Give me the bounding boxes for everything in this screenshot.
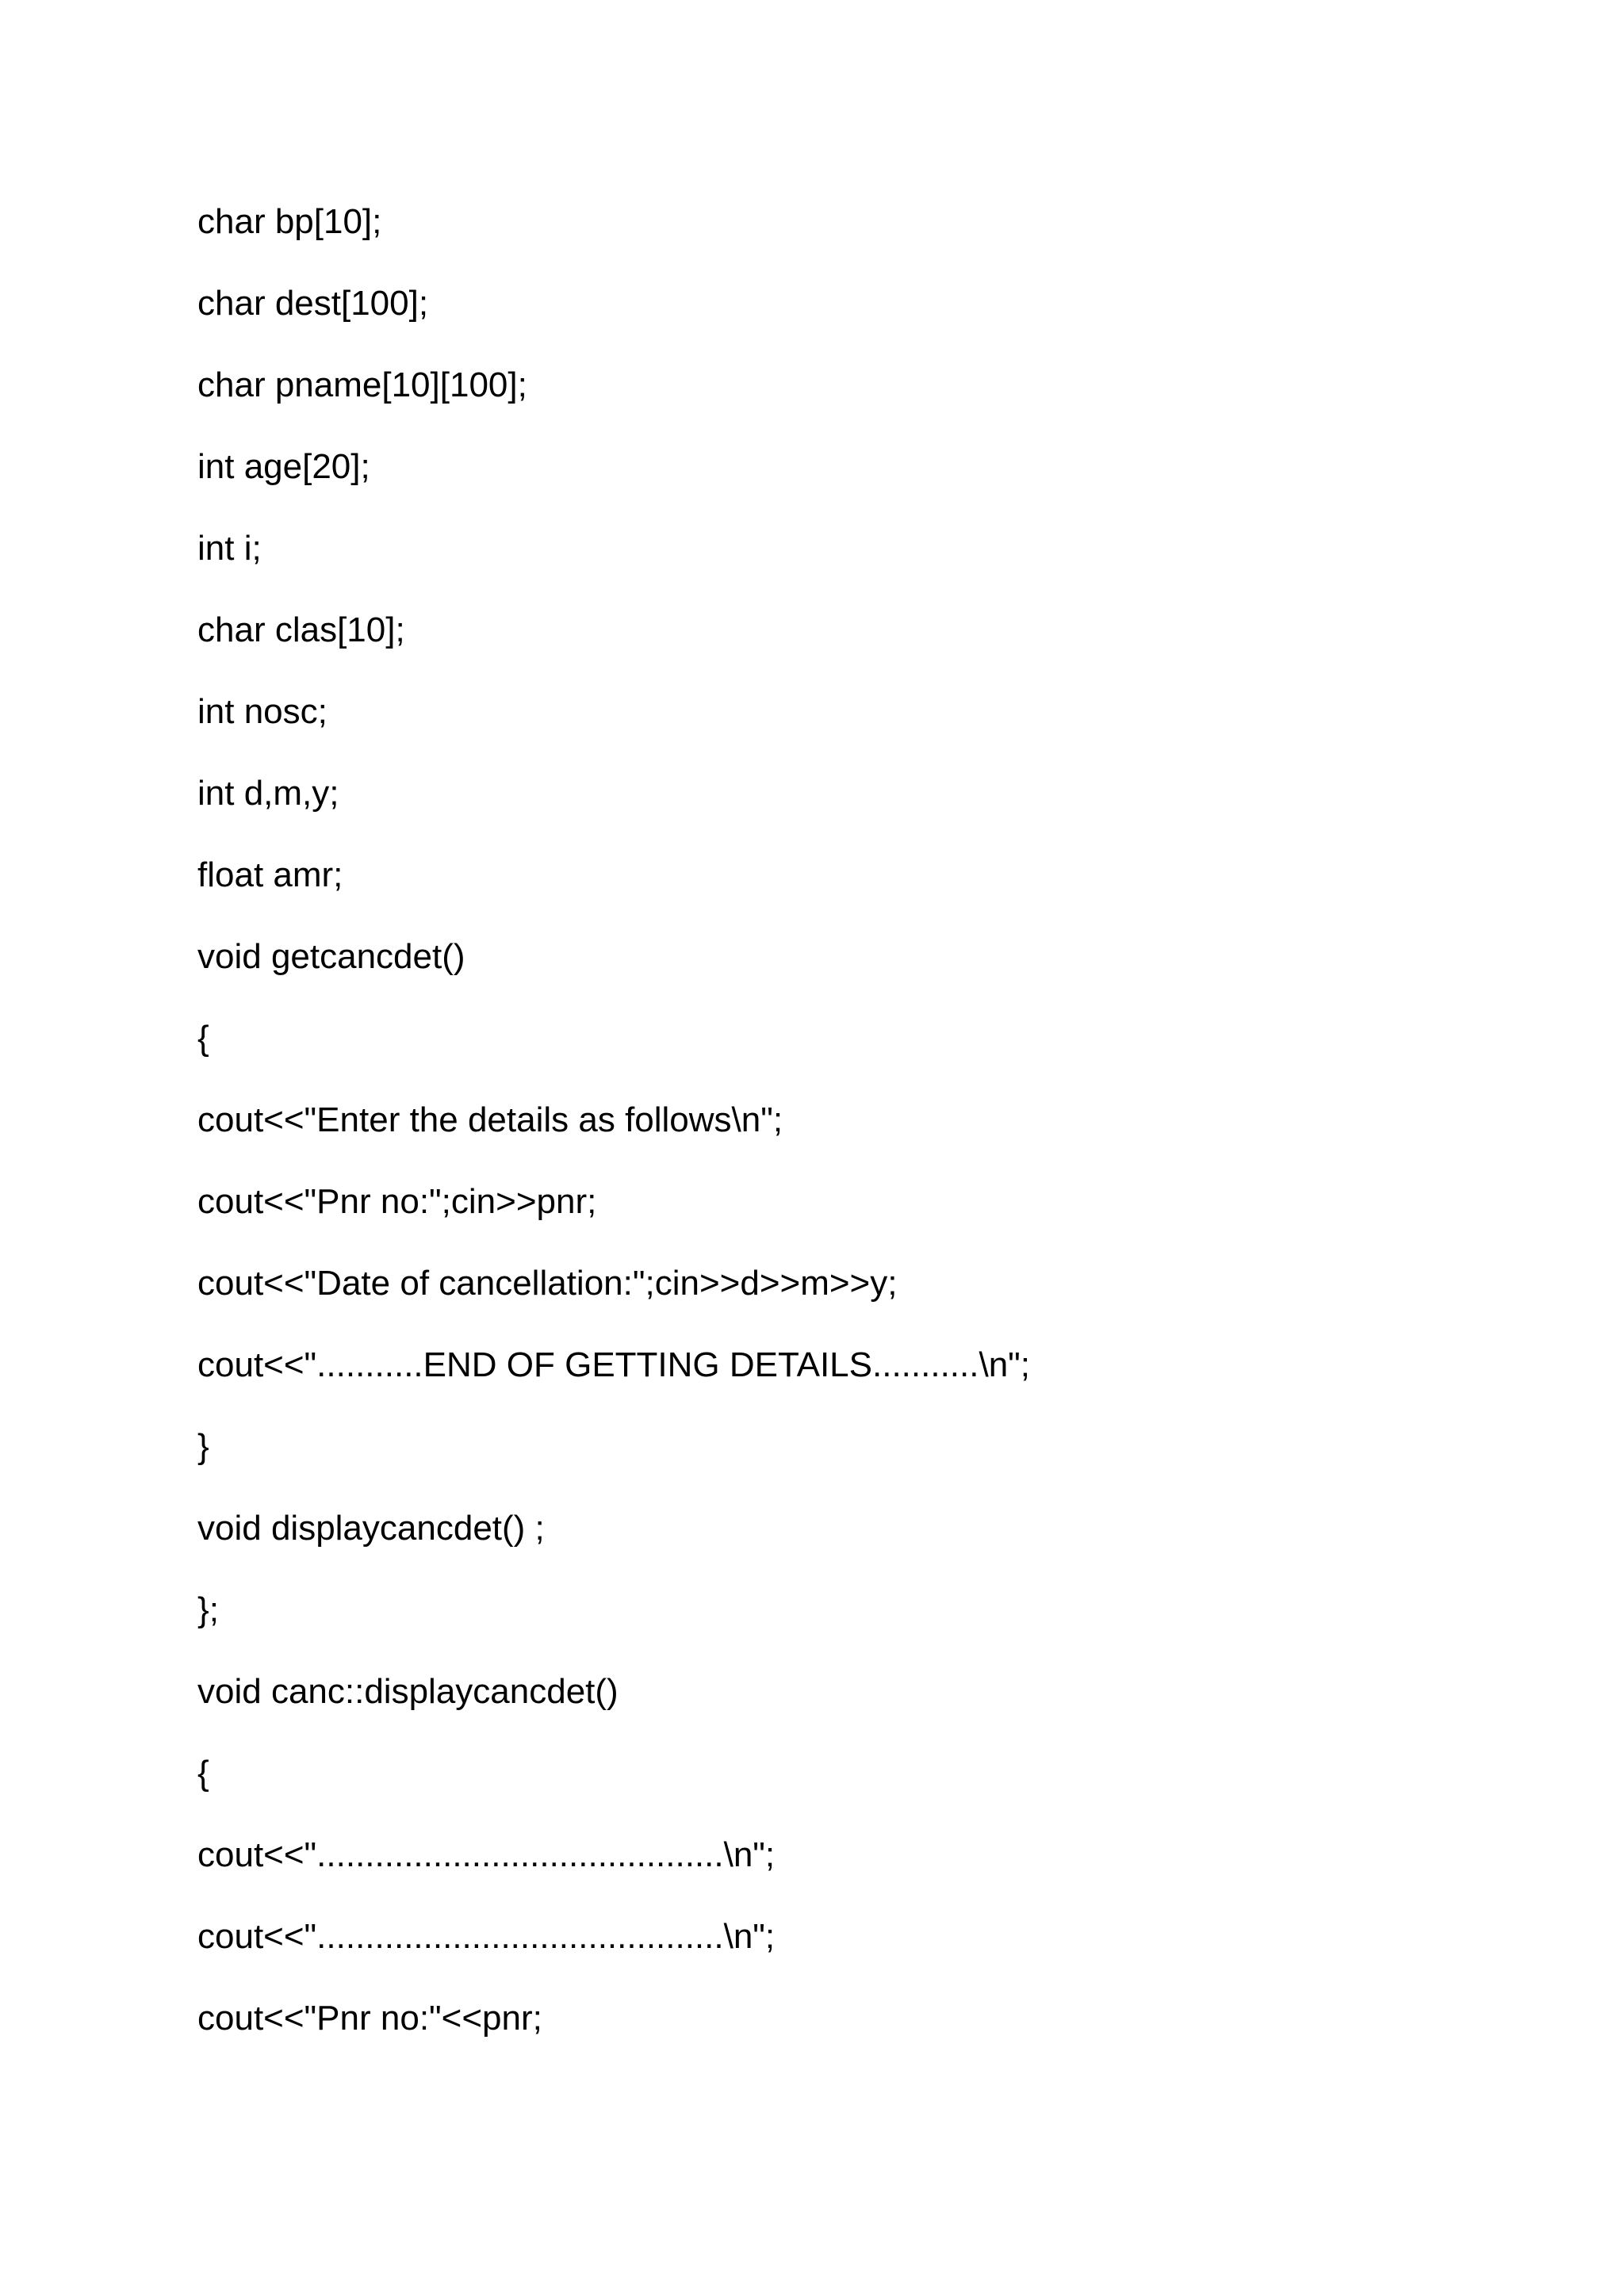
code-line-3: char pname[10][100]; [197,365,527,404]
code-line-11: { [197,1019,209,1058]
code-line-16: } [197,1427,209,1466]
code-line-23: cout<<"Pnr no:"<<pnr; [197,1999,542,2038]
code-line-18: }; [197,1590,219,1629]
code-line-13: cout<<"Pnr no:";cin>>pnr; [197,1182,597,1221]
code-line-6: char clas[10]; [197,610,405,649]
code-line-9: float amr; [197,855,343,894]
code-line-21: cout<<"..........................................\n"; [197,1835,776,1874]
code-line-15: cout<<"...........END OF GETTING DETAILS...........\n"; [197,1345,1031,1384]
code-line-7: int nosc; [197,692,327,731]
code-line-19: void canc::displaycancdet() [197,1672,619,1711]
code-line-5: int i; [197,529,262,568]
code-line-12: cout<<"Enter the details as follows\n"; [197,1100,783,1139]
code-line-22: cout<<"..........................................\n"; [197,1917,776,1956]
code-line-17: void displaycancdet() ; [197,1509,545,1548]
code-line-8: int d,m,y; [197,774,339,813]
code-line-10: void getcancdet() [197,937,465,976]
code-line-14: cout<<"Date of cancellation:";cin>>d>>m>>y; [197,1264,898,1303]
code-line-2: char dest[100]; [197,284,429,323]
code-line-1: char bp[10]; [197,202,382,241]
code-line-4: int age[20]; [197,447,370,486]
code-line-20: { [197,1754,209,1793]
